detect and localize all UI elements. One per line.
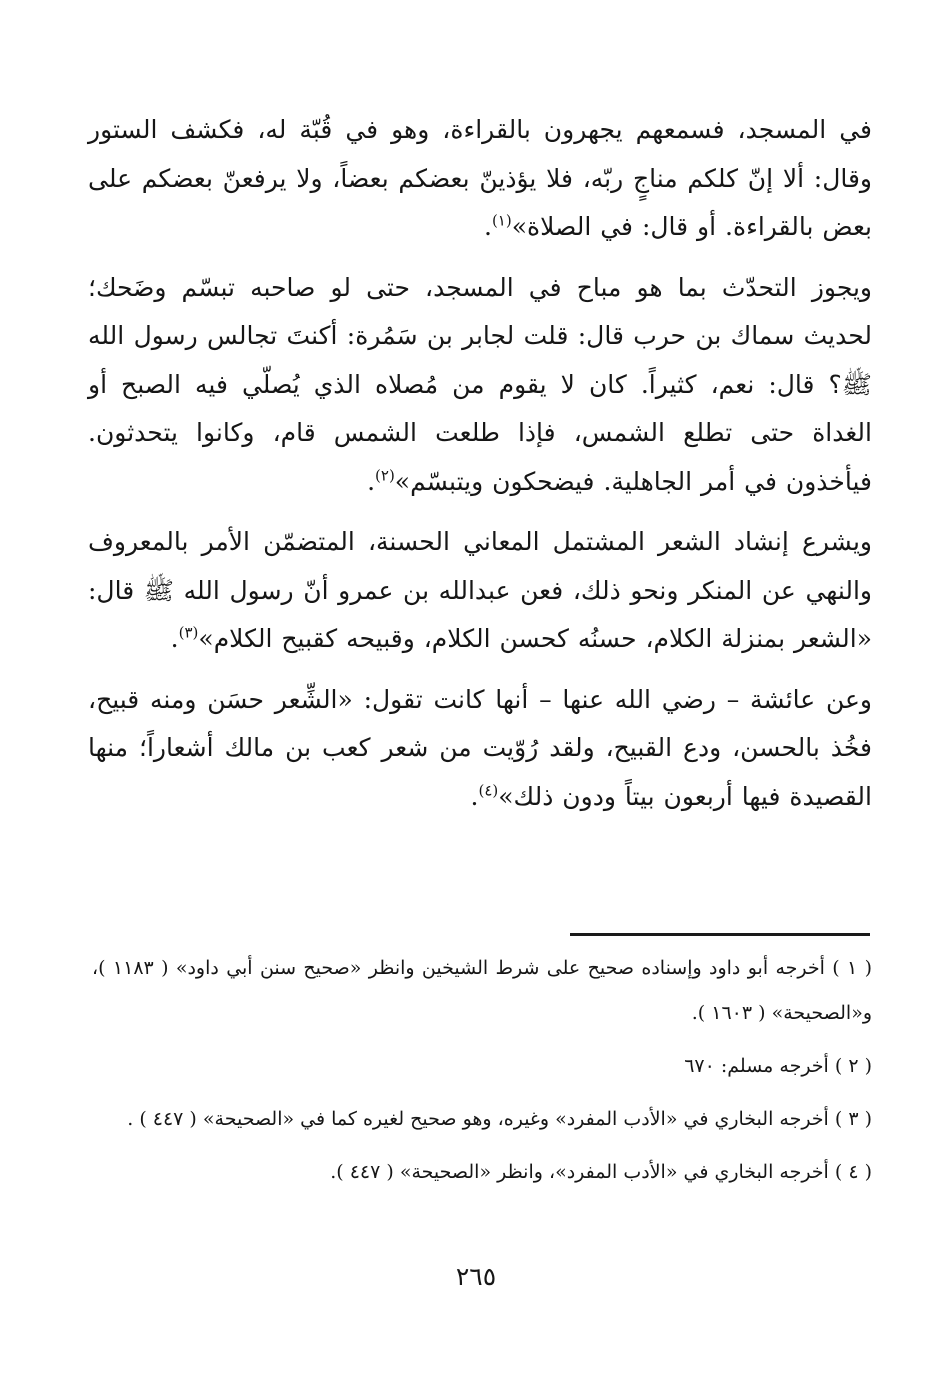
footnote-ref-4: (٤) [478, 781, 499, 800]
paragraph-3 [88, 518, 872, 664]
paragraph-4-end: . [470, 781, 479, 811]
footnote-ref-1: (١) [491, 211, 512, 230]
footnote-4: ( ٤ ) أخرجه البخاري في «الأدب المفرد»، وانظر «الصحيحة» ( ٤٤٧ ). [330, 1161, 872, 1183]
footnote-2: ( ٢ ) أخرجه مسلم: ٦٧٠ [684, 1055, 872, 1077]
paragraph-4-text: وعن عائشة – رضي الله عنها – أنها كانت تقول: «الشِّعر حسَن ومنه قبيح، فخُذ بالحسن، ودع القبيح، ولقد رُوّيت من شعر كعب بن مالك أشعاراً؛ منها القصيدة فيها أربعون بيتاً ودون ذلك» [88, 684, 872, 811]
paragraph-3-text: ويشرع إنشاد الشعر المشتمل المعاني الحسنة، المتضمّن الأمر بالمعروف والنهي عن المنكر ونحو ذلك، فعن عبدالله بن عمرو أنّ رسول الله ﷺ قال: «الشعر بمنزلة الكلام، حسنُه كحسن الكلام، وقبيحه كقبيح الكلام» [88, 527, 872, 653]
main-text [88, 106, 872, 833]
paragraph-3-end: . [170, 624, 179, 653]
footnote-1: ( ١ ) أخرجه أبو داود وإسناده صحيح على شرط الشيخين وانظر «صحيح سنن أبي داود» ( ١١٨٣ )، و«الصحيحة» ( ١٦٠٣ ). [92, 957, 873, 1024]
paragraph-2 [88, 264, 872, 507]
paragraph-2-end: . [367, 466, 376, 496]
paragraph-1 [88, 106, 872, 252]
paragraph-1-text: في المسجد، فسمعهم يجهرون بالقراءة، وهو في قُبّة له، فكشف الستور وقال: ألا إنّ كلكم مناجٍ ربّه، فلا يؤذينّ بعضكم بعضاً، ولا يرفعنّ بعضكم على بعض بالقراءة. أو قال: في الصلاة» [88, 115, 872, 241]
footnotes-section [92, 946, 872, 1203]
paragraph-1-end: . [483, 212, 492, 241]
paragraph-4 [88, 676, 872, 822]
page-number: ٢٦٥ [455, 1262, 497, 1291]
footnote-3: ( ٣ ) أخرجه البخاري في «الأدب المفرد» وغيره، وهو صحيح لغيره كما في «الصحيحة» ( ٤٤٧ ) . [127, 1108, 872, 1130]
footnote-ref-3: (٣) [178, 623, 199, 642]
footnote-divider [570, 933, 870, 936]
paragraph-2-text: ويجوز التحدّث بما هو مباح في المسجد، حتى لو صاحبه تبسّم وضَحك؛ لحديث سماك بن حرب قال: قلت لجابر بن سَمُرة: أكنتَ تجالس رسول الله ﷺ؟ قال: نعم، كثيراً. كان لا يقوم من مُصلاه الذي يُصلّي فيه الصبح أو الغداة حتى تطلع الشمس، فإذا طلعت الشمس قام، وكانوا يتحدثون. فيأخذون في أمر الجاهلية. فيضحكون ويتبسّم» [88, 272, 872, 496]
footnote-ref-2: (٢) [375, 466, 395, 485]
